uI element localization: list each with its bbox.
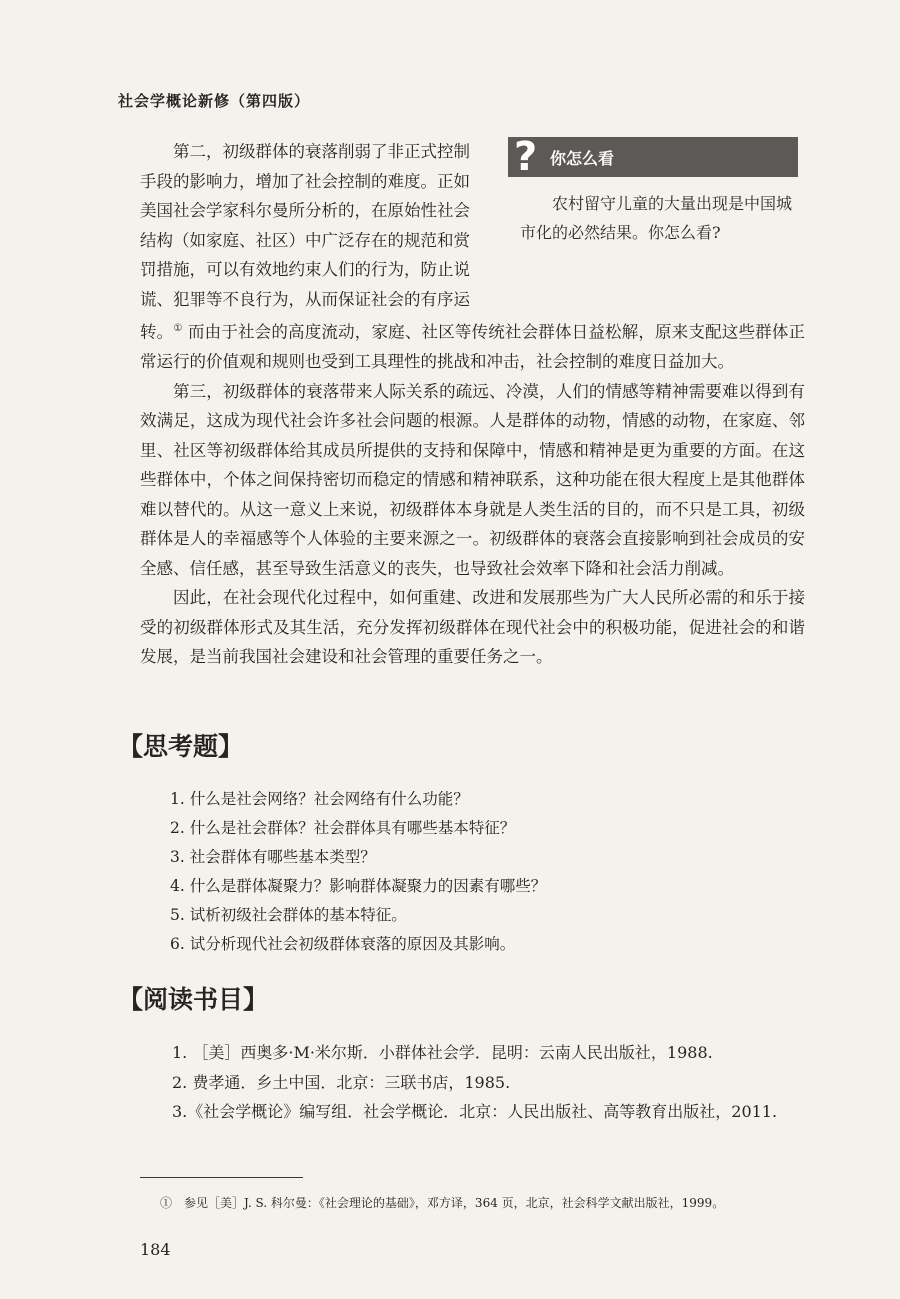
list-item: 2. 费孝通．乡土中国．北京：三联书店，1985. [172,1072,511,1092]
text-line: 美国社会学家科尔曼所分析的，在原始性社会 [140,201,470,220]
footnote-rule [140,1177,303,1178]
list-item: 5. 试析初级社会群体的基本特征。 [170,906,407,924]
reading-heading: 【阅读书目】 [118,985,269,1014]
main-text [140,134,806,672]
questions-heading: 【思考题】 [118,732,244,761]
text-line: 谎、犯罪等不良行为，从而保证社会的有序运 [140,289,470,309]
page-number: 184 [140,1240,171,1259]
paragraph-2: 第三，初级群体的衰落带来人际关系的疏远、冷漠，人们的情感等精神需要难以得到有效满足，这成为现代社会许多社会问题的根源。人是群体的动物，情感的动物，在家庭、邻里、社区等初级群体给其成员所提供的支持和保障中，情感和精神是更为重要的方面。在这些群体中，个体之间保持密切而稳定的情感和精神联系，这种功能在很大程度上是其他群体难以替代的。从这一意义上来说，初级群体本身就是人类生活的目的，而不只是工具，初级群体是人的幸福感等个人体验的主要来源之一。初级群体的衰落会直接影响到社会成员的安全感、信任感，甚至导致生活意义的丧失，也导致社会效率下降和社会活力削减。 [140,381,805,578]
list-item: 3.《社会学概论》编写组．社会学概论．北京：人民出版社、高等教育出版社，2011. [172,1102,778,1121]
text-line: 结构（如家庭、社区）中广泛存在的规范和赏 [140,230,470,250]
discussion-box-title: 你怎么看 [550,149,615,168]
text-line: 罚措施，可以有效地约束人们的行为，防止说 [140,260,470,279]
reading-list [140,1038,805,1127]
footnote-ref: ① [173,323,183,334]
list-item: 1. ［美］西奥多·M·米尔斯．小群体社会学．昆明：云南人民出版社，1988. [172,1043,713,1062]
discussion-box-text: 农村留守儿童的大量出现是中国城市化的必然结果。你怎么看? [520,194,793,242]
paragraph-3: 因此，在社会现代化过程中，如何重建、改进和发展那些为广大人民所必需的和乐于接受的初级群体形式及其生活，充分发挥初级群体在现代社会中的积极功能，促进社会的和谐发展，是当前我国社会建设和社会管理的重要任务之一。 [140,588,805,666]
text-span: 而由于社会的高度流动，家庭、社区等传统社会群体日益松解，原来支配这些群体正常运行的价值观和规则也受到工具理性的挑战和冲击，社会控制的难度日益加大。 [140,322,806,371]
list-item: 6. 试分析现代社会初级群体衰落的原因及其影响。 [170,935,516,953]
running-head: 社会学概论新修（第四版） [118,92,311,110]
text-span: 转。 [140,322,174,342]
list-item: 4. 什么是群体凝聚力？影响群体凝聚力的因素有哪些？ [170,877,547,895]
text-line: 第二，初级群体的衰落削弱了非正式控制 [173,142,470,161]
paragraph-1-tail [140,314,805,377]
footnote: ① 参见［美］J. S. 科尔曼：《社会理论的基础》，邓方译，364 页，北京，社会科学文献出版社，1999。 [160,1196,725,1210]
list-item: 1. 什么是社会网络？社会网络有什么功能？ [170,790,469,808]
text-line: 手段的影响力，增加了社会控制的难度。正如 [140,171,470,191]
paragraph-1-wrapped [140,137,502,314]
questions-list [170,785,546,959]
list-item: 3. 社会群体有哪些基本类型？ [170,848,376,866]
question-mark-icon: ? [514,134,538,180]
list-item: 2. 什么是社会群体？社会群体具有哪些基本特征？ [170,819,516,837]
